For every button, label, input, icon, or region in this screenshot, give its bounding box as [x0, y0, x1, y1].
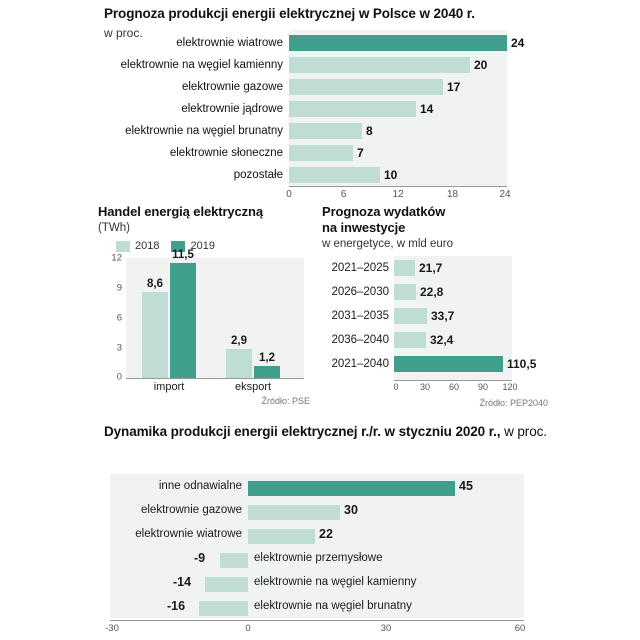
chart1-row — [0, 98, 640, 120]
chart3-row-value: 32,4 — [430, 333, 454, 348]
chart1-row-value: 8 — [366, 124, 373, 138]
chart1-tick: 0 — [286, 189, 292, 200]
chart1-row — [0, 76, 640, 98]
chart1-row-value: 7 — [357, 146, 364, 160]
chart1-bar — [289, 101, 416, 117]
chart4-row-label: elektrownie przemysłowe — [254, 552, 383, 564]
chart2-x-axis — [126, 378, 304, 394]
chart1-tick: 6 — [340, 189, 347, 200]
chart3-row-label: 2036–2040 — [331, 334, 389, 347]
chart4-row-value: 30 — [344, 503, 358, 517]
chart2-bar-eksport-2019 — [254, 352, 280, 378]
chart2-xtick: import — [153, 381, 185, 394]
chart1-row — [0, 142, 640, 164]
chart3-bar — [394, 356, 503, 372]
chart4-title-rest: w proc. — [500, 424, 547, 439]
chart2-source: Źródło: PSE — [261, 396, 310, 407]
chart2-bar-value: 1,2 — [259, 352, 275, 365]
chart3-row-value: 33,7 — [431, 309, 455, 324]
chart4-bar — [248, 481, 455, 496]
chart-investment-forecast — [322, 204, 548, 408]
chart1-subtitle: w proc. — [104, 25, 143, 40]
chart3-rows — [322, 256, 548, 393]
chart1-row-value: 10 — [384, 168, 398, 182]
chart1-bar-wrap — [289, 54, 640, 76]
chart4-tick: 60 — [514, 623, 526, 634]
chart3-tick: 120 — [502, 382, 518, 393]
chart3-row-label: 2026–2030 — [331, 286, 389, 299]
chart4-bar — [205, 577, 248, 592]
chart4-row — [0, 548, 640, 572]
chart3-row-value: 22,8 — [420, 285, 444, 300]
chart3-bar — [394, 308, 427, 324]
chart-production-dynamics-january-2020 — [0, 424, 640, 634]
chart3-tick: 0 — [393, 382, 399, 393]
chart1-bar-wrap — [289, 32, 640, 54]
chart1-x-axis — [286, 186, 511, 202]
chart2-ytick: 9 — [116, 282, 122, 294]
legend-label: 2019 — [190, 240, 215, 253]
chart1-bar-wrap — [289, 120, 640, 142]
chart1-bar — [289, 35, 507, 51]
chart1-title: Prognoza produkcji energii elektrycznej w Polsce w 2040 r. — [104, 6, 475, 21]
chart2-xtick: eksport — [234, 381, 272, 394]
chart3-row — [322, 304, 548, 328]
chart2-ytick: 12 — [111, 252, 122, 264]
chart2-legend — [116, 240, 310, 252]
chart-electricity-trade — [98, 204, 310, 406]
chart3-bar — [394, 260, 415, 276]
chart1-row-value: 14 — [420, 102, 434, 116]
chart4-row — [0, 596, 640, 620]
chart4-row — [0, 476, 640, 500]
chart1-row-label: pozostałe — [233, 169, 283, 181]
chart3-bar-wrap — [394, 280, 548, 304]
chart1-bar — [289, 145, 353, 161]
chart4-row-label: elektrownie wiatrowe — [135, 528, 242, 540]
chart4-rows — [0, 476, 640, 620]
chart1-bar-wrap — [289, 98, 640, 120]
chart2-title: Handel energią elektryczną — [98, 204, 264, 219]
chart3-bar-wrap — [394, 328, 548, 352]
chart2-subtitle: (TWh) — [98, 222, 130, 235]
chart1-row — [0, 32, 640, 54]
chart1-row-label: elektrownie gazowe — [181, 81, 283, 93]
legend-label: 2018 — [135, 240, 160, 253]
chart4-row-value: -9 — [194, 551, 206, 565]
chart3-row-label: 2031–2035 — [331, 310, 389, 323]
chart3-title-line2: na inwestycje — [322, 219, 406, 235]
chart1-row — [0, 54, 640, 76]
chart4-tick: 30 — [380, 623, 392, 634]
chart2-plot-area — [111, 249, 304, 383]
chart2-bar-value: 11,5 — [172, 249, 194, 262]
chart4-row — [0, 524, 640, 548]
chart3-x-axis — [393, 380, 518, 394]
chart3-bar — [394, 284, 416, 300]
chart3-row-label: 2021–2040 — [331, 358, 389, 371]
chart1-rows — [0, 32, 640, 186]
chart2-bar-eksport-2018 — [226, 335, 252, 378]
chart1-bar — [289, 57, 470, 73]
chart4-row-label: elektrownie na węgiel kamienny — [254, 576, 417, 588]
chart1-bar — [289, 167, 380, 183]
chart3-row-label: 2021–2025 — [331, 262, 389, 275]
chart4-tick: 0 — [245, 623, 251, 634]
chart1-row-label: elektrownie na węgiel brunatny — [125, 125, 283, 137]
chart1-row-label: elektrownie jądrowe — [181, 103, 283, 115]
chart3-bar — [394, 332, 426, 348]
chart4-bar — [220, 553, 248, 568]
chart3-row-value: 110,5 — [507, 357, 537, 372]
chart4-tick: -30 — [105, 623, 119, 634]
chart3-tick: 60 — [448, 382, 460, 393]
chart4-bar — [199, 601, 248, 616]
chart3-row — [322, 352, 548, 376]
chart4-row — [0, 572, 640, 596]
chart3-row — [322, 280, 548, 304]
chart2-bar-value: 2,9 — [231, 335, 247, 348]
chart4-row-value: 22 — [319, 527, 333, 541]
chart1-row — [0, 164, 640, 186]
chart2-ytick: 6 — [116, 312, 122, 324]
chart2-y-axis — [98, 252, 124, 383]
chart3-bar-wrap — [394, 352, 548, 376]
chart4-bar — [248, 505, 340, 520]
chart1-bar-wrap — [289, 76, 640, 98]
chart-production-forecast-2040 — [0, 0, 640, 200]
chart1-row-value: 17 — [447, 80, 461, 94]
chart3-row — [322, 328, 548, 352]
chart1-row-label: elektrownie na węgiel kamienny — [120, 59, 283, 71]
chart3-row-value: 21,7 — [419, 261, 443, 276]
chart4-row-value: -14 — [173, 575, 192, 589]
chart3-subtitle: w energetyce, w mld euro — [322, 238, 454, 251]
chart4-row-value: -16 — [167, 599, 186, 613]
chart4-row — [0, 500, 640, 524]
chart4-x-axis — [105, 620, 526, 634]
chart4-title — [104, 424, 574, 441]
chart4-row-label: elektrownie na węgiel brunatny — [254, 600, 412, 612]
chart1-bar — [289, 79, 443, 95]
chart3-title-line1: Prognoza wydatków — [322, 204, 446, 219]
chart1-tick: 24 — [499, 189, 511, 200]
chart1-bar — [289, 123, 362, 139]
chart2-bar-value: 8,6 — [147, 278, 163, 291]
chart3-tick: 90 — [477, 382, 489, 393]
chart1-row-label: elektrownie wiatrowe — [176, 37, 283, 49]
chart1-bar-wrap — [289, 142, 640, 164]
chart1-tick: 18 — [446, 189, 459, 200]
chart4-title-bold: Dynamika produkcji energii elektrycznej r./r. w styczniu 2020 r., — [104, 424, 501, 439]
chart1-row-label: elektrownie słoneczne — [169, 147, 283, 159]
chart3-row — [322, 256, 548, 280]
chart4-bar — [248, 529, 315, 544]
chart4-row-label: elektrownie gazowe — [140, 504, 242, 516]
chart2-bar-import-2018 — [142, 278, 168, 378]
chart1-bar-wrap — [289, 164, 640, 186]
chart3-bar-wrap — [394, 304, 548, 328]
chart3-bar-wrap — [394, 256, 548, 280]
chart2-ytick: 0 — [116, 371, 122, 383]
chart2-ytick: 3 — [116, 342, 122, 354]
chart3-tick: 30 — [419, 382, 431, 393]
chart4-row-value: 45 — [459, 479, 473, 493]
chart3-source: Źródło: PEP2040 — [479, 398, 548, 409]
chart1-tick: 12 — [392, 189, 404, 200]
chart1-row-value: 24 — [511, 36, 525, 50]
chart4-row-label: inne odnawialne — [158, 480, 242, 492]
chart1-row-value: 20 — [474, 58, 488, 72]
chart2-bar-import-2019 — [170, 249, 196, 378]
legend-item-2018 — [116, 240, 159, 252]
chart1-row — [0, 120, 640, 142]
legend-swatch-icon — [116, 241, 130, 252]
